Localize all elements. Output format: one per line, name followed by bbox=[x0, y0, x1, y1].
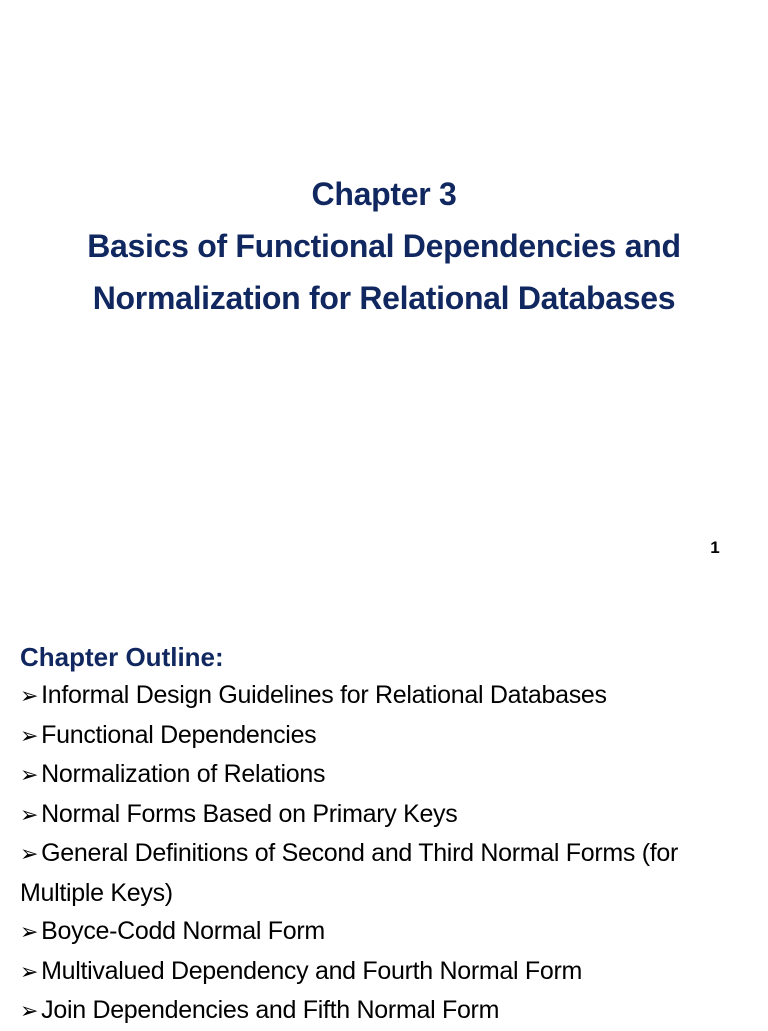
outline-item-text: Informal Design Guidelines for Relational Databases bbox=[41, 681, 607, 709]
arrow-bullet-icon: ➢ bbox=[20, 919, 39, 944]
chapter-outline bbox=[20, 638, 755, 1031]
title-line-two: Basics of Functional Dependencies and bbox=[87, 228, 681, 264]
outline-item bbox=[20, 952, 755, 992]
outline-item-text: General Definitions of Second and Third Normal Forms (for Multiple Keys) bbox=[20, 839, 679, 907]
outline-item-text: Multivalued Dependency and Fourth Normal Form bbox=[41, 956, 583, 985]
slide-number: 1 bbox=[710, 538, 720, 557]
arrow-bullet-icon: ➢ bbox=[20, 998, 39, 1023]
outline-item bbox=[20, 991, 755, 1031]
outline-item bbox=[20, 755, 755, 795]
outline-item-text: Normal Forms Based on Primary Keys bbox=[41, 799, 458, 828]
outline-item bbox=[20, 834, 755, 912]
arrow-bullet-icon: ➢ bbox=[20, 841, 39, 866]
outline-list bbox=[20, 676, 755, 1031]
outline-item-text: Functional Dependencies bbox=[41, 720, 317, 749]
arrow-bullet-icon: ➢ bbox=[20, 801, 39, 827]
slide-title bbox=[0, 168, 768, 324]
arrow-bullet-icon: ➢ bbox=[20, 722, 39, 748]
outline-slide bbox=[0, 576, 768, 1024]
arrow-bullet-icon: ➢ bbox=[20, 958, 39, 984]
title-chapter-line: Chapter 3 bbox=[311, 176, 457, 212]
arrow-bullet-icon: ➢ bbox=[20, 762, 39, 787]
outline-item-text: Join Dependencies and Fifth Normal Form bbox=[41, 996, 500, 1024]
outline-heading: Chapter Outline: bbox=[20, 642, 224, 672]
arrow-bullet-icon: ➢ bbox=[20, 683, 39, 708]
outline-item bbox=[20, 676, 755, 716]
title-line-three: Normalization for Relational Databases bbox=[92, 280, 676, 316]
outline-item bbox=[20, 912, 755, 952]
outline-item bbox=[20, 795, 755, 835]
outline-item bbox=[20, 716, 755, 756]
outline-item-text: Normalization of Relations bbox=[41, 760, 326, 788]
outline-item-text: Boyce-Codd Normal Form bbox=[41, 917, 325, 945]
